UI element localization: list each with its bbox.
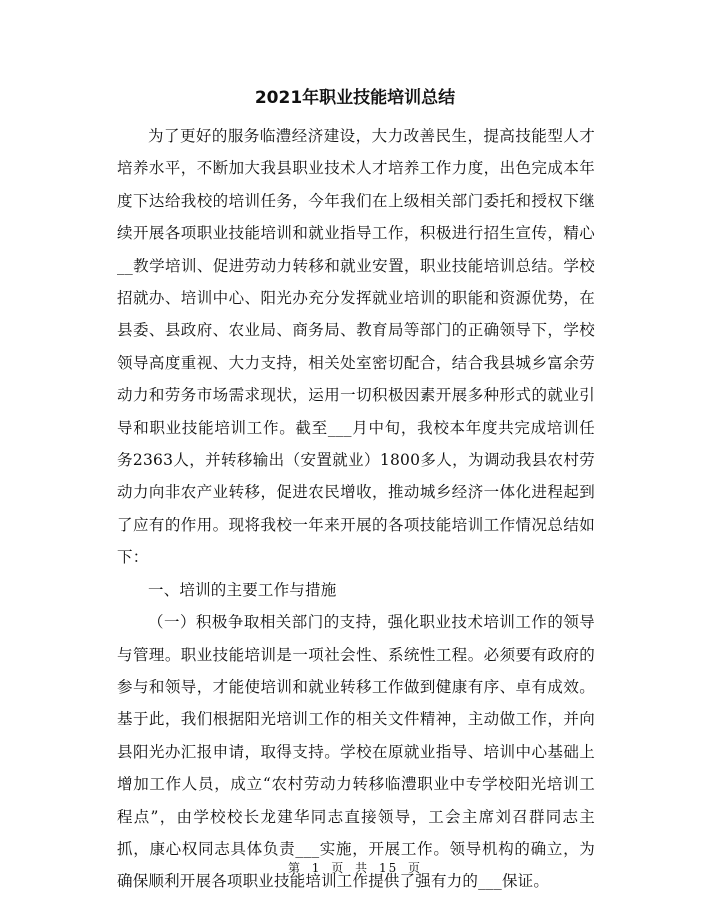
total-prefix: 共 [355,861,370,875]
intro-paragraph: 为了更好的服务临澧经济建设，大力改善民生，提高技能型人才培养水平，不断加大我县职业技术人才培养工作力度，出色完成本年度下达给我校的培训任务，今年我们在上级相关部门委托和授权下继续开展各项职业技能培训和就业指导工作，积极进行招生宣传，精心__教学培训、促进劳动力转移和就业安置，职业技能培训总结。学校招就办、培训中心、阳光办充分发挥就业培训的职能和资源优势，在县委、县政府、农业局、商务局、教育局等部门的正确领导下，学校领导高度重视、大力支持，相关处室密切配合，结合我县城乡富余劳动力和劳务市场需求现状，运用一切积极因素开展多种形式的就业引导和职业技能培训工作。截至___月中旬，我校本年度共完成培训任务2363人，并转移输出（安置就业）1800多人，为调动我县农村劳动力向非农产业转移，促进农民增收，推动城乡经济一体化进程起到了应有的作用。现将我校一年来开展的各项技能培训工作情况总结如下： [117,127,595,567]
measure-paragraph: （一）积极争取相关部门的支持，强化职业技术培训工作的领导与管理。职业技能培训是一项社会性、系统性工程。必须要有政府的参与和领导，才能使培训和就业转移工作做到健康有序、卓有成效。基于此，我们根据阳光培训工作的相关文件精神，主动做工作，并向县阳光办汇报申请，取得支持。学校在原就业指导、培训中心基础上增加工作人员，成立“农村劳动力转移临澧职业中专学校阳光培训工程点”，由学校校长龙建华同志直接领导，工会主席刘召群同志主抓，康心权同志具体负责___实施，开展工作。领导机构的确立，为确保顺利开展各项职业技能培训工作提供了强有力的___保证。 [117,613,595,891]
page-footer [0,860,710,876]
page-number: 1 [311,861,322,875]
document-title: 2021年职业技能培训总结 [254,88,456,108]
section-heading: 一、培训的主要工作与措施 [148,580,337,599]
document-body [117,120,595,898]
total-pages: 15 [378,861,399,875]
page-prefix: 第 [287,861,302,875]
page-unit: 页 [331,861,346,875]
total-unit: 页 [408,861,423,875]
